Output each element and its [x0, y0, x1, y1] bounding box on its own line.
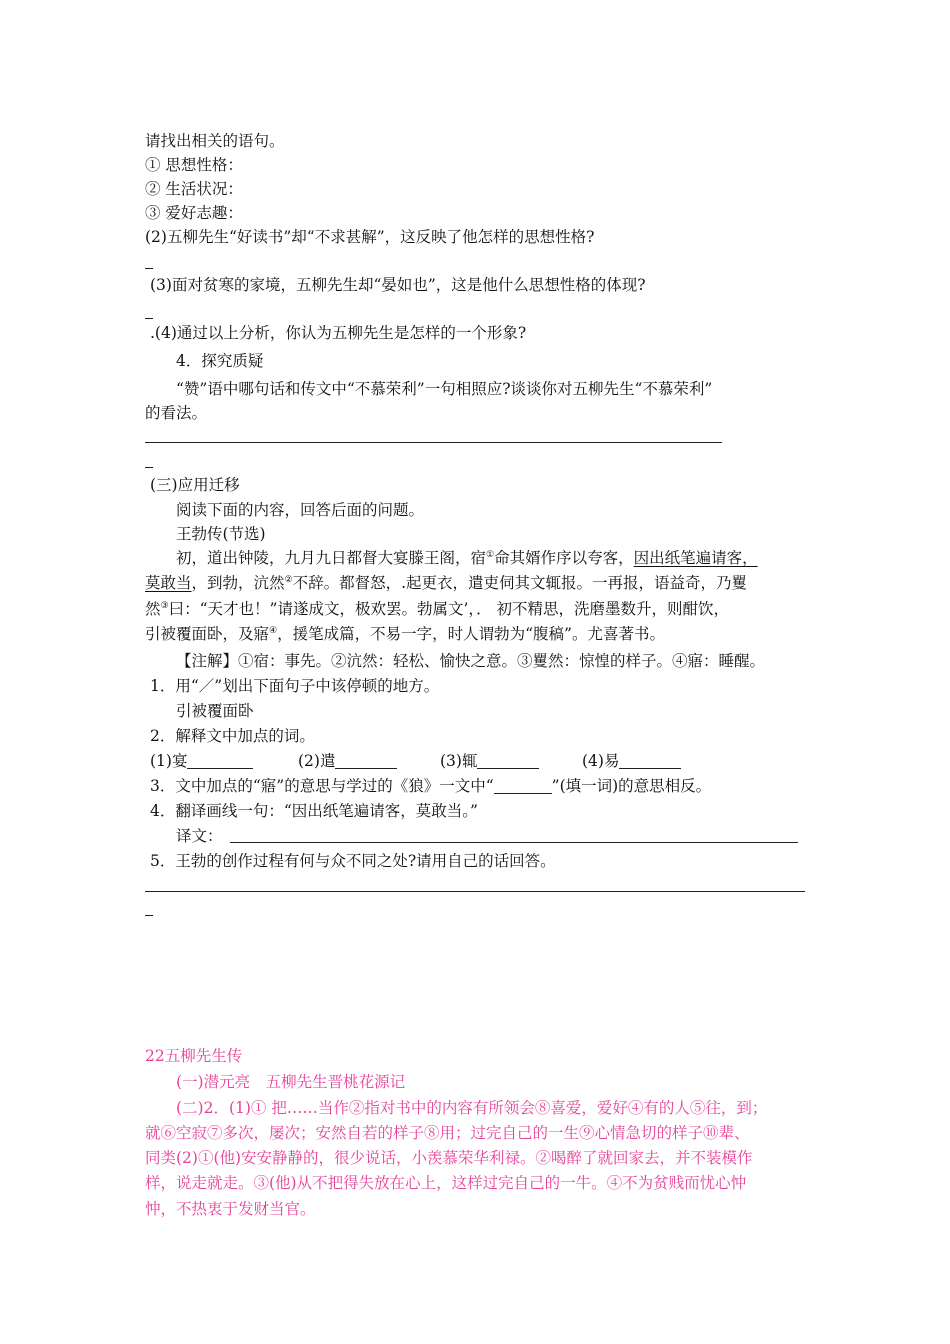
exercise-1-sentence: 引被覆面卧 — [176, 702, 254, 720]
exercise-2: 2．解释文中加点的词。 — [150, 727, 315, 745]
intro-text: 请找出相关的语句。 — [145, 132, 285, 150]
exercise-2-item: (4)易 — [582, 750, 681, 772]
section-title-apply: (三)应用迁移 — [150, 476, 240, 494]
list-item: ② 生活状况： — [145, 180, 243, 198]
translation-label: 译文： — [176, 827, 223, 845]
answer-blank — [145, 467, 153, 468]
exercise-1: 1．用“／”划出下面句子中该停顿的地方。 — [150, 677, 440, 695]
passage-line: 初，道出钟陵，九月九日都督大宴滕王阁，宿①命其婿作序以夸客，因出纸笔遍请客， — [176, 549, 758, 567]
answer-line: 就⑥空寂⑦多次，屡次；安然自若的样子⑧用；过完自己的一生⑨心情急切的样子⑩辈、 — [145, 1124, 750, 1142]
answer-line — [230, 842, 798, 843]
exercise-3: 3．文中加点的“寤”的意思与学过的《狼》一文中“ ”(填一词)的意思相反。 — [150, 777, 712, 795]
read-instruction: 阅读下面的内容，回答后面的问题。 — [176, 501, 425, 519]
notes: 【注解】①宿：事先。②沆然：轻松、愉快之意。③矍然：惊惶的样子。④寤：睡醒。 — [176, 652, 766, 670]
underlined-sentence: 莫敢当 — [145, 574, 192, 592]
passage-line: 引被覆面卧，及寤④，援笔成篇，不易一字，时人谓勃为“腹稿”。尤喜著书。 — [145, 625, 665, 643]
explore-question: “赞”语中哪句话和传文中“不慕荣利”一句相照应?谈谈你对五柳先生“不慕荣利” — [176, 380, 713, 398]
answer-line: (二)2．(1)① 把……当作②指对书中的内容有所领会⑧喜爱，爱好④有的人⑤往，到； — [176, 1099, 768, 1117]
exercise-2-item: (1)宴 — [150, 750, 253, 772]
exercise-5: 5．王勃的创作过程有何与众不同之处?请用自己的话回答。 — [150, 852, 556, 870]
exercise-4: 4．翻译画线一句：“因出纸笔遍请客，莫敢当。” — [150, 802, 478, 820]
exercise-2-item: (3)辄 — [440, 750, 539, 772]
question-2: (2)五柳先生“好读书”却“不求甚解”，这反映了他怎样的思想性格? — [145, 228, 595, 246]
question-4: .(4)通过以上分析，你认为五柳先生是怎样的一个形象? — [150, 324, 527, 342]
answer-blank — [145, 318, 153, 319]
question-3: (3)面对贫寒的家境，五柳先生却“晏如也”，这是他什么思想性格的体现? — [150, 276, 646, 294]
answer-line: (一)潜元亮 五柳先生晋桃花源记 — [176, 1073, 406, 1091]
passage-line: 然③曰：“天才也！”请遂成文，极欢罢。勃属文’，． 初不精思，洗磨墨数升，则酣饮， — [145, 600, 730, 618]
answer-line: 忡，不热衷于发财当官。 — [145, 1200, 316, 1218]
answer-line — [145, 442, 722, 443]
answer-title: 22五柳先生传 — [145, 1047, 243, 1065]
answer-line — [145, 891, 805, 892]
answer-line: 样，说走就走。③(他)从不把得失放在心上，这样过完自己的一牛。④不为贫贱而忧心忡 — [145, 1174, 747, 1192]
explore-question-cont: 的看法。 — [145, 404, 208, 422]
passage-line: 莫敢当，到勃，沆然②不辞。都督怒，.起更衣，遣吏伺其文辄报。一再报，语益奇，乃矍 — [145, 574, 748, 592]
section-title-explore: 4．探究质疑 — [176, 352, 264, 370]
list-item: ① 思想性格： — [145, 156, 243, 174]
underlined-sentence: 因出纸笔遍请客， — [633, 549, 758, 567]
answer-line: 同类(2)①(他)安安静静的，很少说话，小羡慕荣华利禄。②喝醉了就回家去，并不装模作 — [145, 1149, 753, 1167]
passage-title: 王勃传(节选) — [176, 525, 266, 543]
answer-blank — [145, 915, 153, 916]
exercise-2-item: (2)遣 — [298, 750, 397, 772]
list-item: ③ 爱好志趣： — [145, 204, 243, 222]
answer-blank — [145, 268, 153, 269]
